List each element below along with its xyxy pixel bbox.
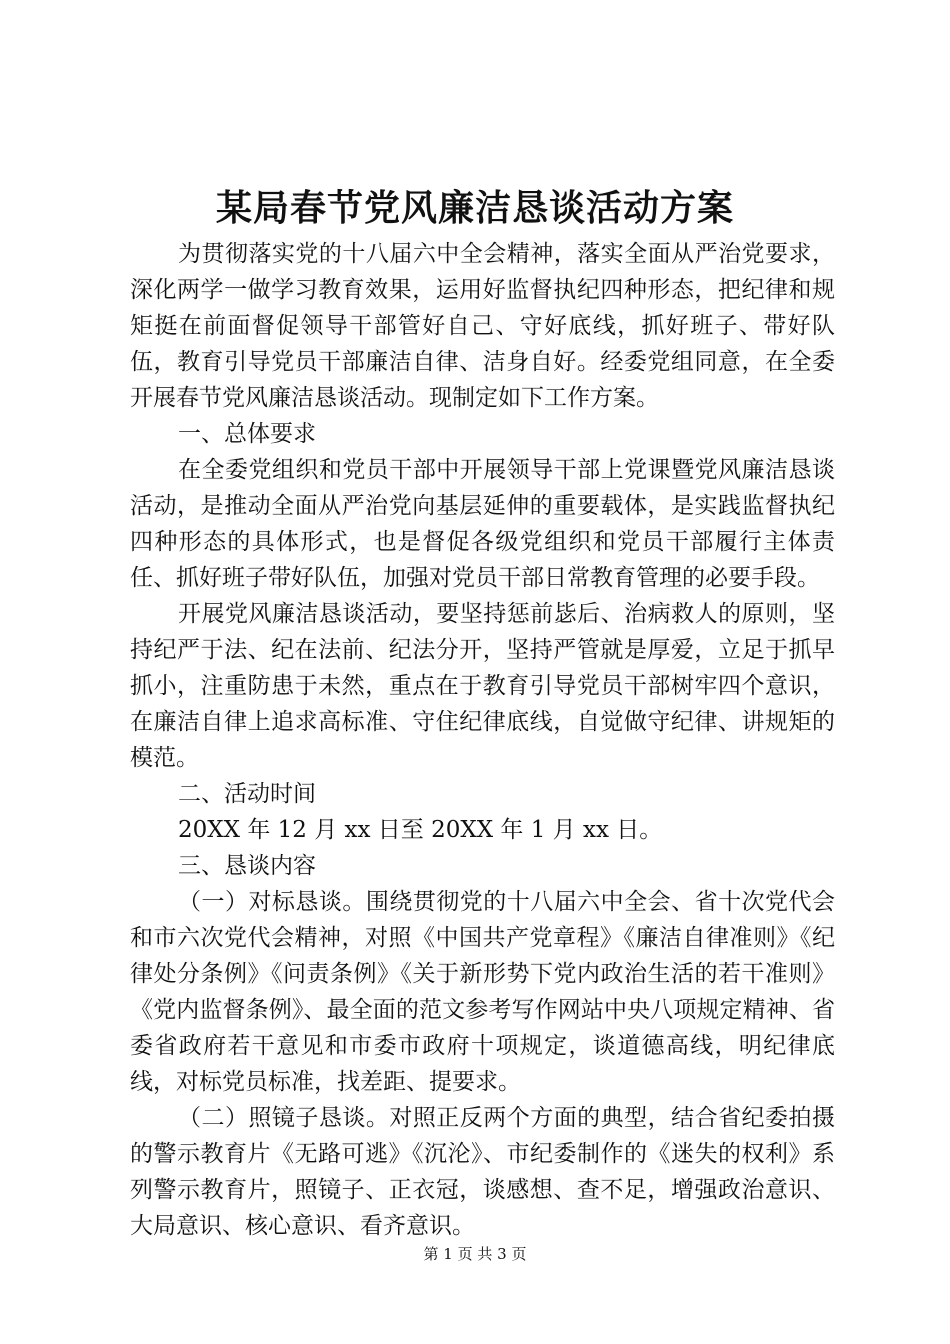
document-body <box>130 236 835 1244</box>
section-3-paragraph-1: （一）对标恳谈。围绕贯彻党的十八届六中全会、省十次党代会和市六次党代会精神，对照《中国共产党章程》《廉洁自律准则》《纪律处分条例》《问责条例》《关于新形势下党内政治生活的若干准则》《党内监督条例》、最全面的范文参考写作网站中央八项规定精神、省委省政府若干意见和市委市政府十项规定，谈道德高线，明纪律底线，对标党员标准，找差距、提要求。 <box>130 889 835 1095</box>
section-3-heading: 三、恳谈内容 <box>178 853 316 879</box>
section-2-heading: 二、活动时间 <box>178 781 316 807</box>
page-footer: 第 1 页 共 3 页 <box>423 1245 527 1263</box>
section-1-paragraph-2: 开展党风廉洁恳谈活动，要坚持惩前毖后、治病救人的原则，坚持纪严于法、纪在法前、纪法分开，坚持严管就是厚爱，立足于抓早抓小，注重防患于未然，重点在于教育引导党员干部树牢四个意识，在廉洁自律上追求高标准、守住纪律底线，自觉做守纪律、讲规矩的模范。 <box>130 601 835 771</box>
document-title: 某局春节党风廉洁恳谈活动方案 <box>215 187 734 229</box>
section-2-paragraph: 20XX 年 12 月 xx 日至 20XX 年 1 月 xx 日。 <box>178 817 663 843</box>
intro-paragraph: 为贯彻落实党的十八届六中全会精神，落实全面从严治党要求，深化两学一做学习教育效果，运用好监督执纪四种形态，把纪律和规矩挺在前面督促领导干部管好自己、守好底线，抓好班子、带好队伍，教育引导党员干部廉洁自律、洁身自好。经委党组同意，在全委开展春节党风廉洁恳谈活动。现制定如下工作方案。 <box>130 241 835 411</box>
section-1-heading: 一、总体要求 <box>178 421 316 447</box>
section-3-paragraph-2: （二）照镜子恳谈。对照正反两个方面的典型，结合省纪委拍摄的警示教育片《无路可逃》《沉沦》、市纪委制作的《迷失的权利》系列警示教育片，照镜子、正衣冠，谈感想、查不足，增强政治意识、大局意识、核心意识、看齐意识。 <box>130 1105 835 1239</box>
section-1-paragraph-1: 在全委党组织和党员干部中开展领导干部上党课暨党风廉洁恳谈活动，是推动全面从严治党向基层延伸的重要载体，是实践监督执纪四种形态的具体形式，也是督促各级党组织和党员干部履行主体责任、抓好班子带好队伍，加强对党员干部日常教育管理的必要手段。 <box>130 457 835 591</box>
